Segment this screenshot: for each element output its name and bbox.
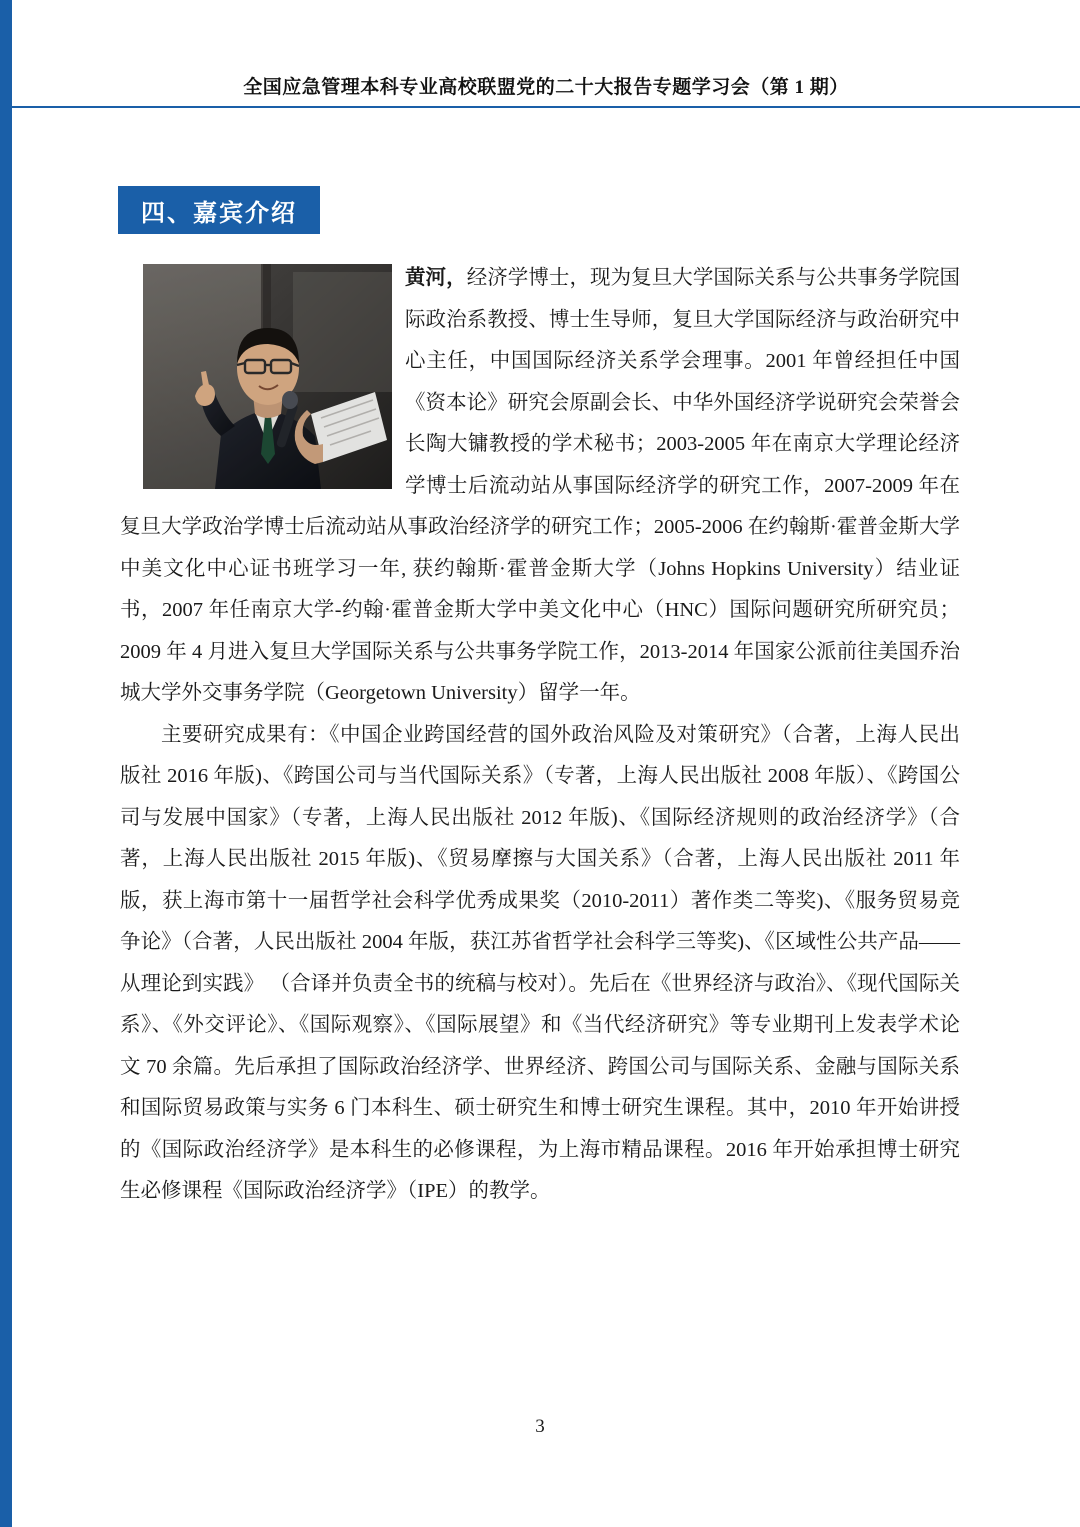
guest-name: 黄河，: [405, 267, 467, 289]
page-number: 3: [535, 1416, 545, 1437]
bio-paragraph-2: 主要研究成果有：《中国企业跨国经营的国外政治风险及对策研究》（合著，上海人民出版社 2016 年版)、《跨国公司与当代国际关系》（专著，上海人民出版社 2008 年版）、《跨国公司与发展中国家》（专著，上海人民出版社 2012 年版)、《国际经济规则的政治经济学》（合著，上海人民出版社 2015 年版)、《贸易摩擦与大国关系》（合著，上海人民出版社 2011 年版，获上海市第十一届哲学社会科学优秀成果奖（2010-2011）著作类二等奖)、《服务贸易竞争论》（合著，人民出版社 2004 年版，获江苏省哲学社会科学三等奖)、《区域性公共产品——从理论到实践》 （合译并负责全书的统稿与校对）。先后在《世界经济与政治》、《现代国际关系》、《外交评论》、《国际观察》、《国际展望》和《当代经济研究》等专业期刊上发表学术论文 70 余篇。先后承担了国际政治经济学、世界经济、跨国公司与国际关系、金融与国际关系和国际贸易政策与实务 6 门本科生、硕士研究生和博士研究生课程。其中，2010 年开始讲授的《国际政治经济学》是本科生的必修课程，为上海市精品课程。2016 年开始承担博士研究生必修课程《国际政治经济学》（IPE）的教学。: [120, 723, 960, 1202]
page-header: [12, 0, 1080, 108]
section-heading-text: 四、嘉宾介绍: [141, 200, 297, 227]
guest-biography: [120, 258, 960, 1213]
header-divider: [12, 106, 1080, 108]
header-title: 全国应急管理本科专业高校联盟党的二十大报告专题学习会（第 1 期）: [243, 77, 849, 98]
section-heading-banner: [118, 186, 320, 234]
left-accent-bar: [0, 0, 12, 1527]
photo-wrap-spacer: [120, 258, 405, 489]
bio-paragraph-1-text: 经济学博士，现为复旦大学国际关系与公共事务学院国际政治系教授、博士生导师，复旦大学国际经济与政治研究中心主任，中国国际经济关系学会理事。2001 年曾经担任中国《资本论》研究会原副会长、中华外国经济学说研究会荣誉会长陶大镛教授的学术秘书；2003-2005 年在南京大学理论经济学博士后流动站从事国际经济学的研究工作，2007-2009 年在复旦大学政治学博士后流动站从事政治经济学的研究工作；2005-2006 在约翰斯·霍普金斯大学中美文化中心证书班学习一年, 获约翰斯·霍普金斯大学（Johns Hopkins University）结业证书，2007 年任南京大学-约翰·霍普金斯大学中美文化中心（HNC）国际问题研究所研究员；2009 年 4 月进入复旦大学国际关系与公共事务学院工作，2013-2014 年国家公派前往美国乔治城大学外交事务学院（Georgetown University）留学一年。: [120, 267, 961, 704]
